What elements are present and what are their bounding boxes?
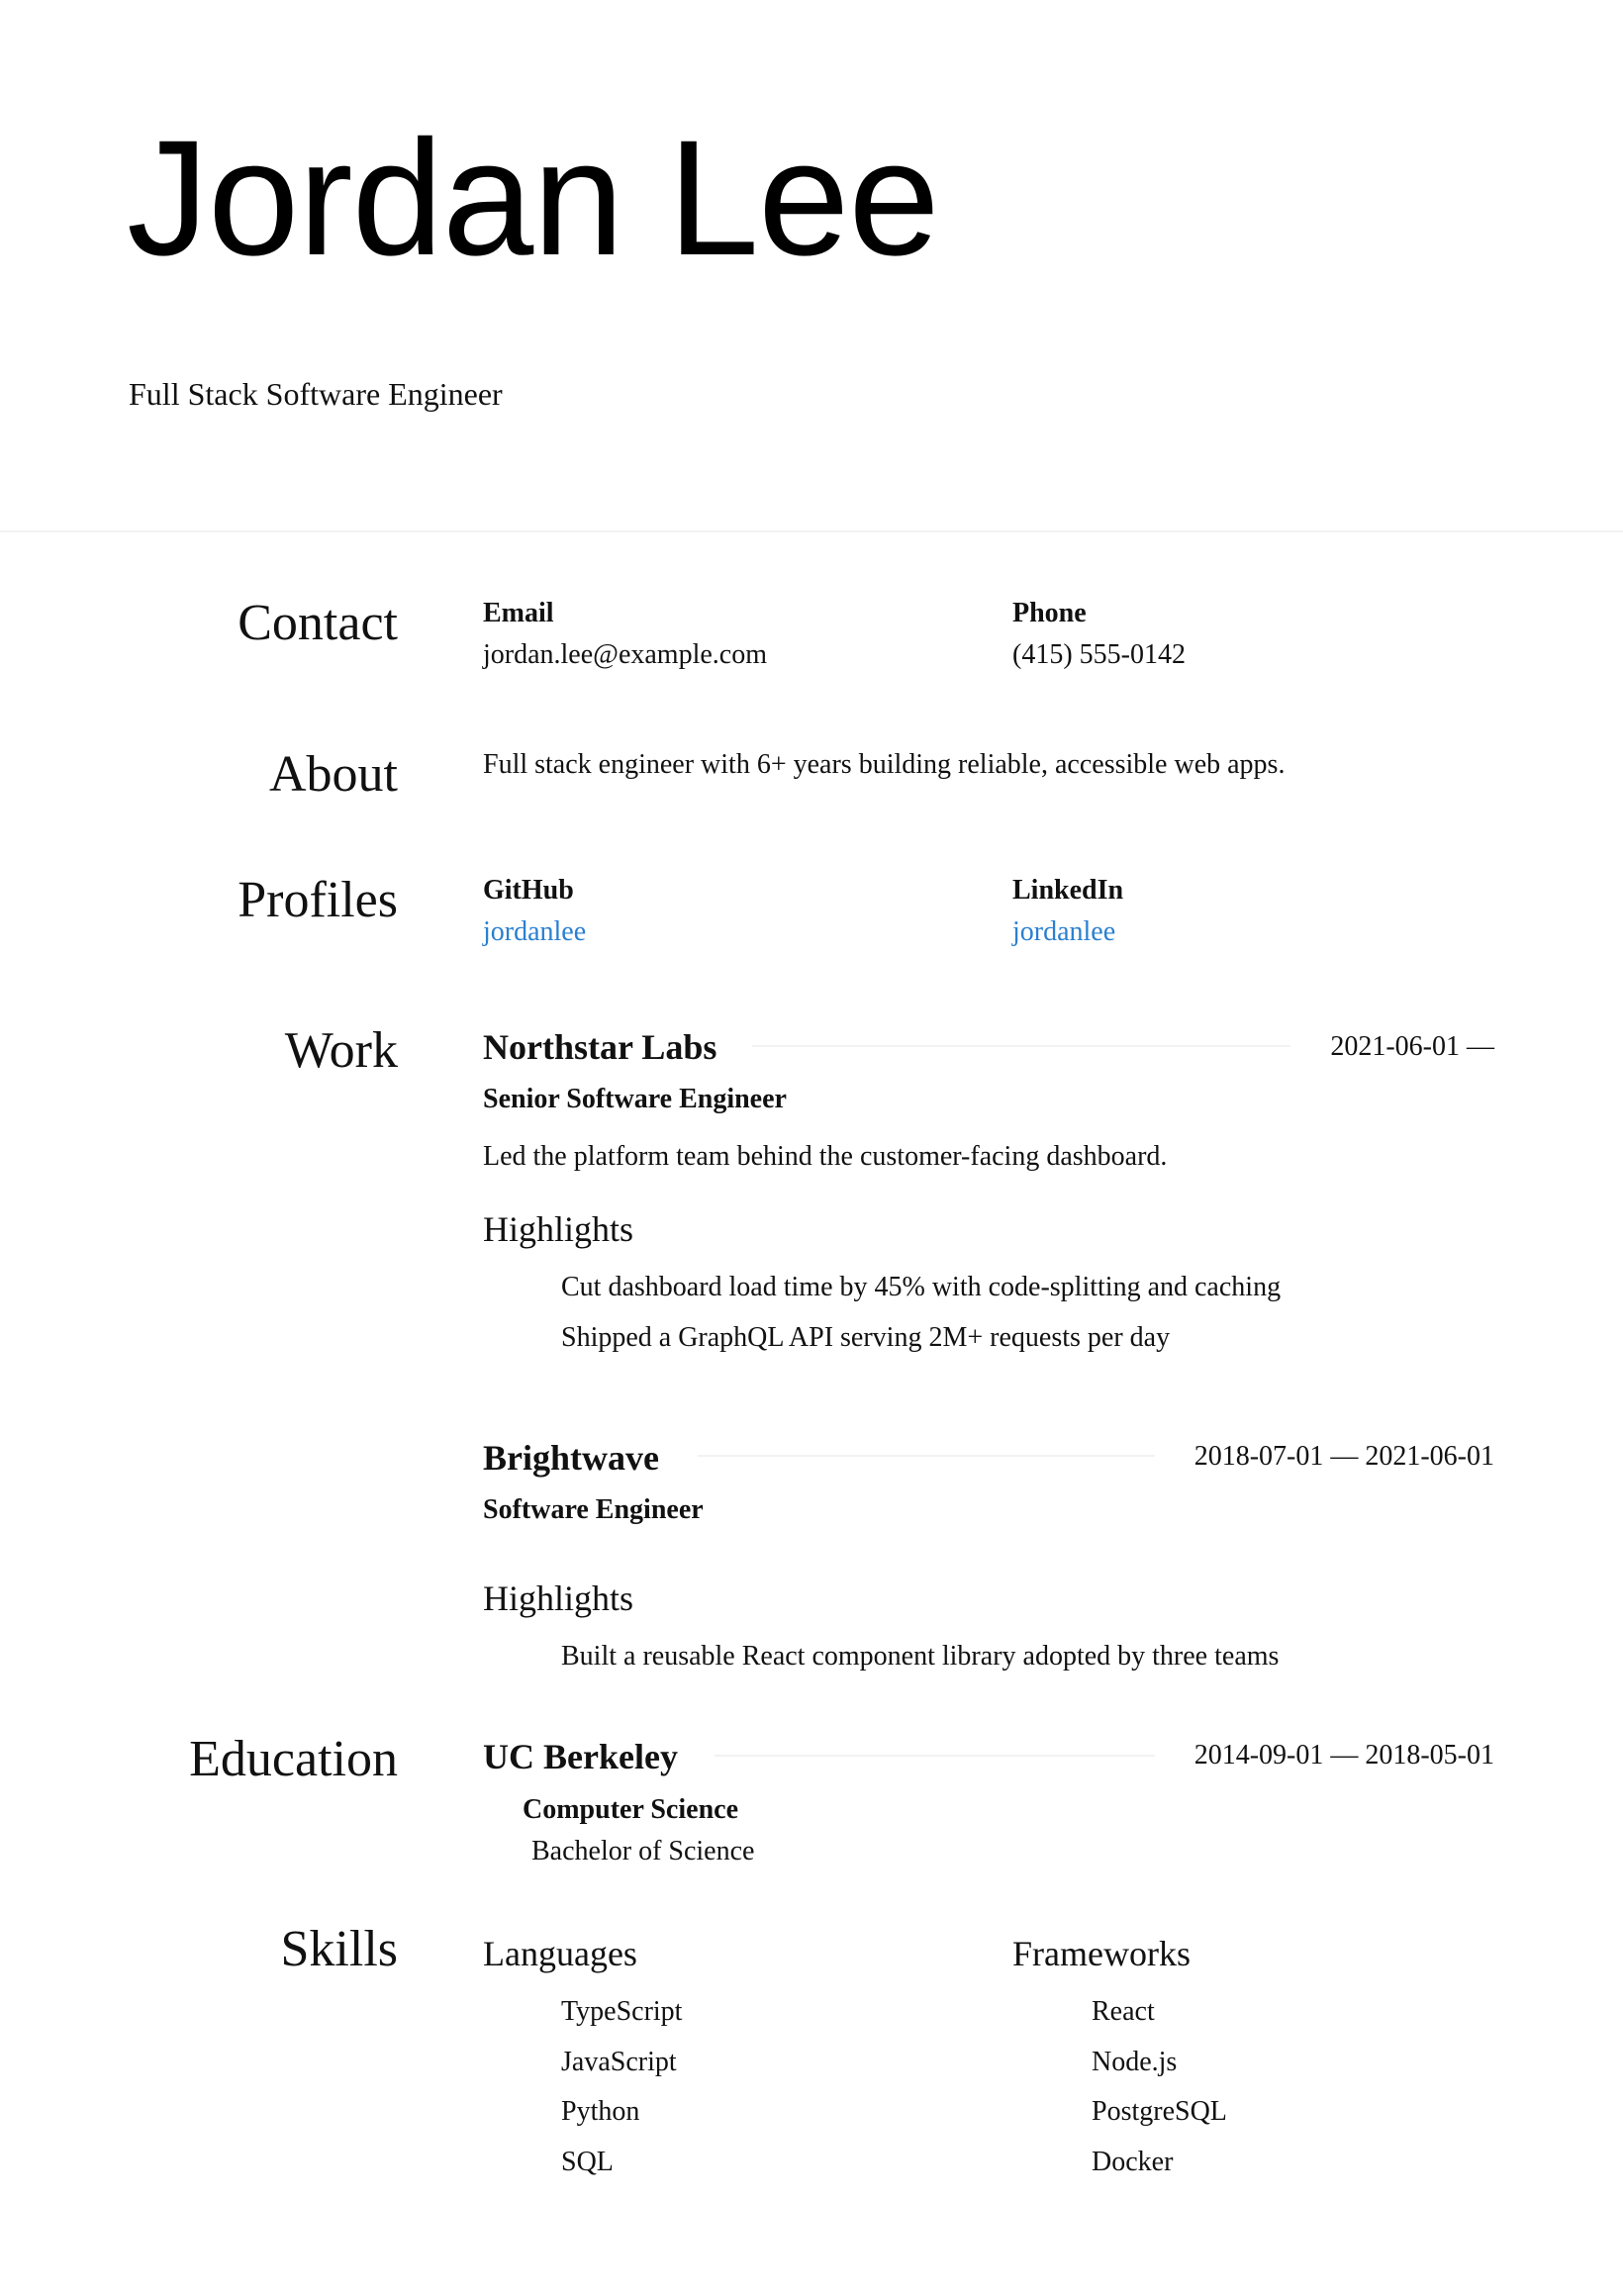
divider [698, 1455, 1155, 1457]
phone-link[interactable]: (415) 555-0142 [1012, 639, 1186, 670]
email-link[interactable]: jordan.lee@example.com [483, 639, 767, 670]
profile-link-github[interactable]: jordanlee [483, 916, 587, 947]
skill-keyword: Python [561, 2096, 640, 2127]
divider [752, 1045, 1290, 1047]
profile-network-linkedin: LinkedIn [1012, 875, 1124, 906]
skill-group-name: Frameworks [1012, 1934, 1191, 1973]
email-label: Email [483, 598, 554, 628]
resume-header [0, 0, 1623, 532]
profile-network-github: GitHub [483, 875, 574, 906]
phone-label: Phone [1012, 598, 1087, 628]
highlights-heading: Highlights [483, 1209, 634, 1249]
education-area: Computer Science [523, 1794, 738, 1825]
contact-heading: Contact [238, 595, 398, 651]
highlight-item: Cut dashboard load time by 45% with code-splitting and caching [561, 1272, 1282, 1302]
skill-keyword: JavaScript [561, 2047, 677, 2077]
work-position: Senior Software Engineer [483, 1084, 787, 1114]
education-dates: 2014-09-01 — 2018-05-01 [1193, 1740, 1494, 1770]
highlight-item: Shipped a GraphQL API serving 2M+ requests per day [561, 1322, 1171, 1353]
skill-keyword: PostgreSQL [1092, 2096, 1227, 2127]
skill-keyword: Docker [1092, 2147, 1174, 2177]
about-summary: Full stack engineer with 6+ years building reliable, accessible web apps. [483, 749, 1286, 780]
work-heading: Work [284, 1022, 398, 1079]
profile-link-linkedin[interactable]: jordanlee [1012, 916, 1116, 947]
work-summary: Led the platform team behind the customer-facing dashboard. [483, 1141, 1168, 1172]
highlight-item: Built a reusable React component library adopted by three teams [561, 1641, 1280, 1672]
skill-group-name: Languages [483, 1934, 637, 1973]
person-name: Jordan Lee [127, 107, 939, 290]
education-institution: UC Berkeley [483, 1737, 678, 1776]
work-company: Brightwave [483, 1438, 659, 1478]
skill-keyword: Node.js [1092, 2047, 1178, 2077]
highlights-heading: Highlights [483, 1578, 634, 1618]
work-dates: 2018-07-01 — 2021-06-01 [1193, 1441, 1494, 1472]
work-company: Northstar Labs [483, 1027, 717, 1067]
skill-keyword: TypeScript [561, 1996, 683, 2027]
person-label: Full Stack Software Engineer [129, 376, 503, 412]
education-heading: Education [189, 1731, 398, 1787]
skills-heading: Skills [280, 1921, 398, 1977]
profiles-heading: Profiles [238, 872, 398, 928]
education-study-type: Bachelor of Science [531, 1836, 755, 1866]
work-position: Software Engineer [483, 1494, 704, 1525]
divider [715, 1755, 1155, 1757]
work-dates: 2021-06-01 — [1330, 1031, 1494, 1062]
about-heading: About [269, 746, 398, 803]
skill-keyword: React [1092, 1996, 1155, 2027]
skill-keyword: SQL [561, 2147, 614, 2177]
